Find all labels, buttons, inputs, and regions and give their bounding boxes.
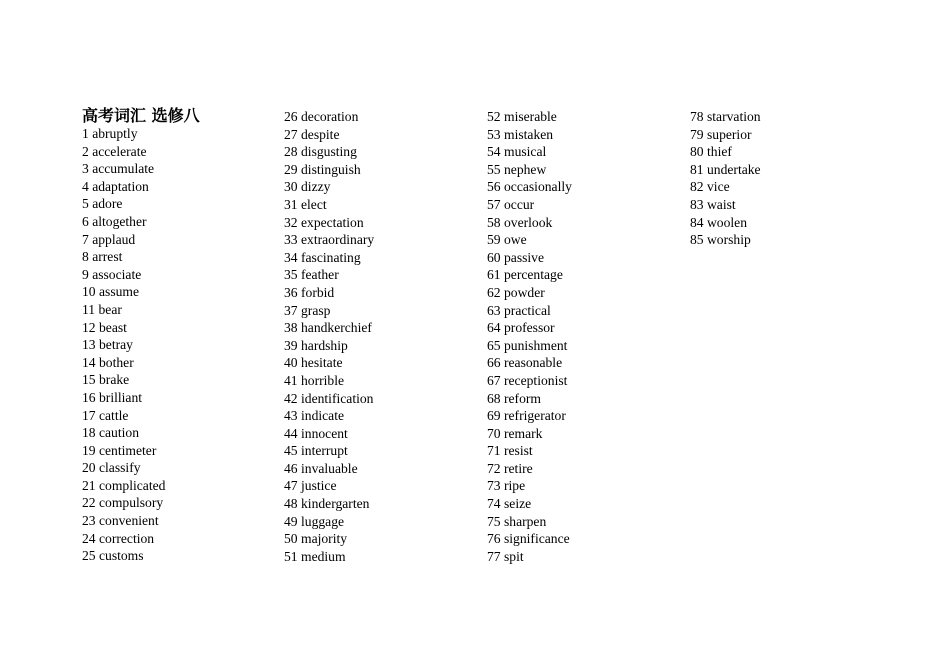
- vocab-item: 24 correction: [82, 530, 155, 546]
- vocab-item: 78 starvation: [690, 109, 761, 124]
- vocab-item: 9 associate: [82, 266, 142, 282]
- vocab-item: 34 fascinating: [284, 249, 361, 265]
- vocab-item: 83 waist: [690, 196, 736, 212]
- vocab-item: 23 convenient: [82, 513, 159, 529]
- vocab-item: 79 superior: [690, 126, 752, 142]
- vocab-item: 32 expectation: [284, 214, 364, 230]
- vocab-item: 60 passive: [487, 249, 545, 265]
- vocab-item: 48 kindergarten: [284, 496, 370, 512]
- vocab-item: 49 luggage: [284, 513, 345, 529]
- vocab-item: 50 majority: [284, 531, 348, 547]
- vocab-item: 72 retire: [487, 460, 533, 476]
- vocab-item: 4 adaptation: [82, 178, 149, 194]
- vocab-item: 51 medium: [284, 548, 346, 564]
- vocab-item: 71 resist: [487, 443, 533, 459]
- vocab-item: 80 thief: [690, 144, 732, 160]
- vocab-item: 18 caution: [82, 425, 140, 441]
- vocab-item: 85 worship: [690, 232, 751, 248]
- vocab-item: 36 forbid: [284, 284, 335, 300]
- vocab-item: 8 arrest: [82, 249, 123, 265]
- vocab-item: 35 feather: [284, 267, 339, 283]
- vocab-item: 31 elect: [284, 196, 327, 212]
- vocab-item: 74 seize: [487, 496, 532, 512]
- vocab-item: 39 hardship: [284, 337, 348, 353]
- vocab-item: 43 indicate: [284, 408, 345, 424]
- vocab-item: 57 occur: [487, 196, 535, 212]
- vocab-item: 16 brilliant: [82, 389, 143, 405]
- vocab-item: 19 centimeter: [82, 442, 157, 458]
- vocab-item: 2 accelerate: [82, 143, 147, 159]
- vocab-item: 66 reasonable: [487, 355, 563, 371]
- vocab-item: 38 handkerchief: [284, 320, 372, 336]
- vocab-item: 13 betray: [82, 337, 133, 353]
- vocab-item: 81 undertake: [690, 161, 761, 177]
- word-column-4: [690, 107, 890, 249]
- vocab-item: 29 distinguish: [284, 161, 361, 177]
- vocab-item: 22 compulsory: [82, 495, 164, 511]
- vocab-item: 68 reform: [487, 390, 541, 406]
- vocab-item: 3 accumulate: [82, 161, 155, 177]
- vocab-item: 17 cattle: [82, 407, 129, 423]
- vocab-item: 52 miserable: [487, 109, 557, 124]
- vocab-item: 63 practical: [487, 302, 551, 318]
- word-column-1: [82, 107, 282, 565]
- vocab-item: 73 ripe: [487, 478, 526, 494]
- vocab-item: 14 bother: [82, 354, 134, 370]
- document-title: 高考词汇 选修八: [82, 106, 200, 125]
- vocab-item: 28 disgusting: [284, 144, 357, 160]
- vocab-item: 65 punishment: [487, 337, 568, 353]
- vocab-item: 7 applaud: [82, 231, 136, 247]
- vocab-item: 58 overlook: [487, 214, 553, 230]
- vocab-item: 10 assume: [82, 284, 140, 300]
- vocab-item: 77 spit: [487, 548, 524, 564]
- vocab-item: 20 classify: [82, 460, 141, 476]
- vocab-item: 12 beast: [82, 319, 127, 335]
- vocab-item: 54 musical: [487, 144, 547, 160]
- vocab-item: 1 abruptly: [82, 126, 138, 141]
- vocab-item: 76 significance: [487, 531, 570, 547]
- vocab-item: 62 powder: [487, 284, 545, 300]
- vocab-item: 53 mistaken: [487, 126, 554, 142]
- word-column-3: [487, 107, 687, 565]
- vocab-item: 44 innocent: [284, 425, 348, 441]
- vocab-item: 41 horrible: [284, 372, 345, 388]
- vocab-item: 27 despite: [284, 126, 340, 142]
- vocab-item: 40 hesitate: [284, 355, 343, 371]
- vocab-item: 25 customs: [82, 548, 144, 564]
- vocab-item: 6 altogether: [82, 213, 147, 229]
- vocab-item: 37 grasp: [284, 302, 331, 318]
- vocab-item: 15 brake: [82, 372, 130, 388]
- vocab-item: 21 complicated: [82, 477, 166, 493]
- vocab-item: 30 dizzy: [284, 179, 331, 195]
- vocab-item: 75 sharpen: [487, 513, 547, 529]
- vocab-item: 33 extraordinary: [284, 232, 375, 248]
- vocab-item: 59 owe: [487, 232, 527, 248]
- vocab-item: 67 receptionist: [487, 372, 568, 388]
- vocab-item: 69 refrigerator: [487, 408, 566, 424]
- word-column-2: [284, 107, 484, 565]
- vocab-item: 46 invaluable: [284, 460, 358, 476]
- vocab-item: 26 decoration: [284, 109, 359, 124]
- vocab-item: 56 occasionally: [487, 179, 572, 195]
- vocab-item: 55 nephew: [487, 161, 547, 177]
- vocab-item: 70 remark: [487, 425, 543, 441]
- vocab-item: 82 vice: [690, 179, 730, 195]
- vocab-item: 5 adore: [82, 196, 123, 212]
- vocab-item: 42 identification: [284, 390, 374, 406]
- vocab-item: 64 professor: [487, 320, 555, 336]
- vocab-item: 61 percentage: [487, 267, 563, 283]
- vocab-item: 45 interrupt: [284, 443, 348, 459]
- vocab-item: 47 justice: [284, 478, 337, 494]
- vocab-item: 84 woolen: [690, 214, 748, 230]
- vocab-item: 11 bear: [82, 301, 122, 317]
